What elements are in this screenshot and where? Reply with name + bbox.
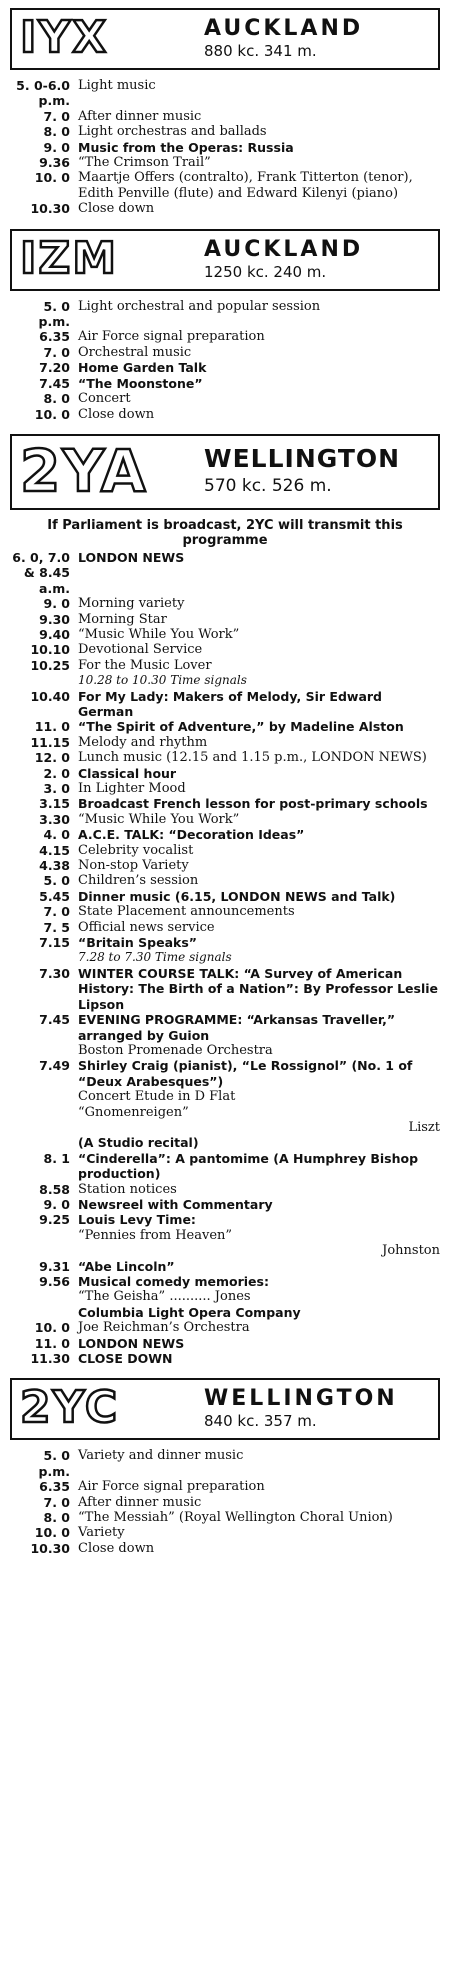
programme-time: 4.15: [39, 842, 70, 858]
programme-row: [10, 124, 440, 139]
programme-time: [10, 1243, 78, 1258]
programme-row: [10, 1151, 440, 1182]
programme-row: [10, 966, 440, 1012]
programme-row: [10, 201, 440, 216]
programme-title: Non-stop Variety: [78, 858, 189, 874]
programme-row: [10, 781, 440, 796]
programme-title: Morning variety: [78, 596, 185, 612]
programme-time: 7.45: [39, 1012, 70, 1028]
programme-time: [10, 1289, 78, 1304]
programme-title: Boston Promenade Orchestra: [78, 1042, 273, 1058]
programme-title: Shirley Craig (pianist), “Le Rossignol” (No. 1 of “Deux Arabesques”): [78, 1058, 413, 1089]
programme-time: [10, 950, 78, 965]
programme-title: Children’s session: [78, 873, 199, 889]
programme-row: [10, 360, 440, 375]
programme-row: [10, 673, 440, 688]
programme-title: Columbia Light Opera Company: [78, 1304, 301, 1320]
programme-list-izm: [10, 299, 440, 422]
programme-title: “Gnomenreigen”: [78, 1104, 189, 1120]
programme-time: 4.38: [39, 858, 70, 874]
programme-row: [10, 391, 440, 406]
programme-row: [10, 843, 440, 858]
programme-title: Close down: [78, 406, 155, 422]
programme-time: 5. 0: [43, 873, 70, 889]
programme-time: 10. 0: [34, 406, 70, 422]
programme-row: [10, 1105, 440, 1120]
programme-title: Orchestral music: [78, 344, 192, 360]
station-header-iyx: [10, 8, 440, 70]
programme-row: [10, 596, 440, 611]
programme-title: “Abe Lincoln”: [78, 1258, 175, 1274]
programme-time: 9.56: [39, 1274, 70, 1289]
programme-time: 10.25: [30, 657, 70, 673]
programme-row: [10, 78, 440, 109]
programme-row: [10, 329, 440, 344]
programme-title: Melody and rhythm: [78, 734, 208, 750]
programme-time: [10, 1135, 78, 1150]
programme-row: [10, 1135, 440, 1150]
programme-time: 6. 0, 7.0 & 8.45 a.m.: [12, 549, 70, 596]
programme-row: [10, 345, 440, 360]
programme-title: CLOSE DOWN: [78, 1351, 173, 1367]
programme-time: [10, 1089, 78, 1104]
station-header-2ya: [10, 434, 440, 510]
programme-time: 5. 0 p.m.: [38, 298, 70, 330]
programme-time: 6.35: [39, 1479, 70, 1495]
programme-title: Dinner music (6.15, LONDON NEWS and Talk): [78, 888, 396, 904]
programme-time: 7. 5: [43, 919, 70, 935]
programme-time: 7.30: [39, 965, 70, 981]
programme-row: [10, 627, 440, 642]
programme-list-iyx: [10, 78, 440, 217]
programme-row: [10, 766, 440, 781]
programme-time: 9. 0: [43, 596, 70, 612]
programme-row: [10, 1289, 440, 1304]
programme-row: [10, 1351, 440, 1366]
programme-row: [10, 1120, 440, 1135]
programme-time: 10. 0: [34, 1320, 70, 1336]
programme-title: Musical comedy memories:: [78, 1274, 269, 1289]
programme-row: [10, 1305, 440, 1320]
programme-row: [10, 642, 440, 657]
programme-row: [10, 1212, 440, 1227]
programme-title: After dinner music: [78, 108, 202, 124]
programme-time: 10. 0: [34, 170, 70, 186]
programme-title: Liszt: [408, 1119, 440, 1135]
programme-row: [10, 1479, 440, 1494]
programme-time: 10.30: [30, 201, 70, 217]
station-call-sign: 2YA: [20, 436, 148, 505]
programme-row: [10, 376, 440, 391]
programme-row: [10, 889, 440, 904]
programme-row: [10, 812, 440, 827]
programme-time: 10.30: [30, 1540, 70, 1556]
programme-time: 9.36: [39, 155, 70, 171]
programme-time: 7.49: [39, 1058, 70, 1074]
programme-time: 10.40: [30, 688, 70, 704]
programme-title: Official news service: [78, 919, 215, 935]
programme-title: “Pennies from Heaven”: [78, 1227, 233, 1243]
programme-time: 7.45: [39, 375, 70, 391]
programme-time: 9.31: [39, 1258, 70, 1274]
programme-time: 10. 0: [34, 1525, 70, 1541]
programme-time: [10, 1228, 78, 1243]
programme-row: [10, 299, 440, 330]
programme-time: 7. 0: [43, 108, 70, 124]
programme-list-2yc: [10, 1448, 440, 1556]
programme-time: 5. 0 p.m.: [38, 1448, 70, 1479]
programme-row: [10, 1228, 440, 1243]
programme-title: Variety: [78, 1525, 125, 1541]
programme-list-2ya: [10, 550, 440, 1367]
programme-time: 12. 0: [34, 750, 70, 766]
programme-title: LONDON NEWS: [78, 1335, 185, 1351]
programme-title: 7.28 to 7.30 Time signals: [78, 950, 232, 965]
programme-row: [10, 935, 440, 950]
programme-title: After dinner music: [78, 1494, 202, 1510]
programme-title: Celebrity vocalist: [78, 842, 194, 858]
programme-row: [10, 1541, 440, 1556]
programme-title: Concert Etude in D Flat: [78, 1089, 236, 1105]
programme-time: 5. 0-6.0 p.m.: [16, 78, 70, 109]
station-frequency: 880 kc. 341 m.: [204, 42, 317, 60]
programme-title: Louis Levy Time:: [78, 1212, 196, 1228]
programme-row: [10, 658, 440, 673]
programme-title: (A Studio recital): [78, 1135, 199, 1151]
programme-title: Light music: [78, 78, 156, 93]
programme-time: 8. 1: [43, 1150, 70, 1166]
station-city: AUCKLAND: [204, 16, 364, 41]
programme-time: 7.20: [39, 360, 70, 376]
programme-time: 7. 0: [43, 904, 70, 920]
programme-title: For the Music Lover: [78, 657, 212, 673]
programme-title: Close down: [78, 1540, 155, 1556]
programme-time: 2. 0: [43, 765, 70, 781]
programme-title: Light orchestras and ballads: [78, 124, 267, 140]
programme-row: [10, 1058, 440, 1089]
programme-title: Air Force signal preparation: [78, 1479, 265, 1495]
programme-title: “Music While You Work”: [78, 811, 240, 827]
programme-row: [10, 550, 440, 596]
programme-time: 11. 0: [34, 719, 70, 735]
programme-title: 10.28 to 10.30 Time signals: [78, 673, 247, 688]
station-frequency: 1250 kc. 240 m.: [204, 262, 327, 281]
programme-title: “Britain Speaks”: [78, 935, 197, 951]
programme-time: 11.15: [30, 734, 70, 750]
programme-row: [10, 719, 440, 734]
programme-time: 8. 0: [43, 1510, 70, 1526]
programme-row: [10, 873, 440, 888]
programme-title: A.C.E. TALK: “Decoration Ideas”: [78, 827, 305, 843]
station-frequency: 840 kc. 357 m.: [204, 1412, 317, 1431]
programme-row: [10, 1259, 440, 1274]
programme-title: “Music While You Work”: [78, 626, 240, 642]
programme-row: [10, 1320, 440, 1335]
programme-row: [10, 1182, 440, 1197]
programme-title: Broadcast French lesson for post-primary schools: [78, 796, 428, 812]
station-frequency: 570 kc. 526 m.: [204, 475, 332, 496]
programme-row: [10, 1274, 440, 1289]
programme-row: [10, 109, 440, 124]
programme-time: 4. 0: [43, 827, 70, 843]
programme-time: [10, 1305, 78, 1320]
station-call-sign: IZM: [20, 232, 119, 284]
programme-row: [10, 1448, 440, 1479]
programme-title: Station notices: [78, 1181, 177, 1197]
programme-title: Light orchestral and popular session: [78, 298, 321, 314]
programme-row: [10, 1336, 440, 1351]
programme-row: [10, 1495, 440, 1510]
programme-title: For My Lady: Makers of Melody, Sir Edward German: [78, 688, 382, 719]
programme-time: 9.40: [39, 626, 70, 642]
programme-time: [10, 1105, 78, 1120]
programme-time: 11.30: [30, 1351, 70, 1367]
programme-title: Lunch music (12.15 and 1.15 p.m., LONDON NEWS): [78, 750, 427, 766]
programme-time: 7. 0: [43, 344, 70, 360]
programme-time: 6.35: [39, 329, 70, 345]
programme-row: [10, 170, 440, 201]
station-city: WELLINGTON: [204, 443, 401, 473]
programme-row: [10, 612, 440, 627]
station-call-sign: IYX: [20, 12, 109, 63]
programme-title: Morning Star: [78, 611, 167, 627]
station-header-izm: [10, 229, 440, 291]
station-header-2yc: [10, 1378, 440, 1440]
station-call-sign: 2YC: [20, 1382, 120, 1434]
parliament-note: If Parliament is broadcast, 2YC will transmit this programme: [47, 517, 403, 548]
programme-time: 5.45: [39, 888, 70, 904]
programme-title: Devotional Service: [78, 642, 203, 658]
programme-row: [10, 796, 440, 811]
programme-time: 7. 0: [43, 1494, 70, 1510]
programme-title: “The Moonstone”: [78, 375, 203, 391]
programme-title: State Placement announcements: [78, 904, 295, 920]
programme-title: Variety and dinner music: [78, 1448, 244, 1464]
programme-title: “The Crimson Trail”: [78, 155, 211, 171]
programme-time: [10, 1120, 78, 1135]
programme-row: [10, 735, 440, 750]
programme-time: 8. 0: [43, 124, 70, 140]
programme-title: Concert: [78, 391, 131, 407]
programme-title: In Lighter Mood: [78, 781, 186, 796]
programme-title: “The Messiah” (Royal Wellington Choral Union): [78, 1510, 393, 1526]
programme-row: [10, 1243, 440, 1258]
programme-title: Close down: [78, 201, 155, 217]
programme-row: [10, 1510, 440, 1525]
programme-time: 3. 0: [43, 781, 70, 796]
programme-time: 10.10: [30, 642, 70, 658]
programme-row: [10, 155, 440, 170]
programme-row: [10, 407, 440, 422]
programme-time: 3.30: [39, 811, 70, 827]
programme-time: 3.15: [39, 796, 70, 812]
programme-row: [10, 858, 440, 873]
programme-title: Joe Reichman’s Orchestra: [78, 1320, 250, 1336]
programme-time: 8. 0: [43, 391, 70, 407]
programme-row: [10, 140, 440, 155]
programme-title: Music from the Operas: Russia: [78, 139, 294, 155]
programme-row: [10, 920, 440, 935]
programme-row: [10, 750, 440, 765]
programme-title: Classical hour: [78, 765, 177, 781]
programme-time: 9.25: [39, 1212, 70, 1228]
programme-row: [10, 1525, 440, 1540]
programme-row: [10, 1197, 440, 1212]
programme-time: 7.15: [39, 935, 70, 951]
programme-time: [10, 673, 78, 688]
radio-programme-page: [10, 8, 440, 1556]
programme-title: Air Force signal preparation: [78, 329, 265, 345]
station-city: AUCKLAND: [204, 236, 364, 262]
programme-title: EVENING PROGRAMME: “Arkansas Traveller,” arranged by Guion: [78, 1012, 396, 1043]
programme-title: WINTER COURSE TALK: “A Survey of American History: The Birth of a Nation”: By Professor Leslie Lipson: [78, 965, 439, 1012]
programme-time: 8.58: [39, 1181, 70, 1197]
programme-time: 9.30: [39, 611, 70, 627]
programme-row: [10, 1012, 440, 1043]
programme-time: 11. 0: [34, 1335, 70, 1351]
programme-time: [10, 1043, 78, 1058]
programme-row: [10, 1089, 440, 1104]
programme-row: [10, 950, 440, 965]
programme-time: 9. 0: [43, 139, 70, 155]
programme-title: Johnston: [382, 1243, 440, 1259]
programme-row: [10, 689, 440, 720]
programme-title: Home Garden Talk: [78, 360, 207, 376]
programme-title: Maartje Offers (contralto), Frank Titterton (tenor), Edith Penville (flute) and Edward Kilenyi (piano): [78, 170, 413, 201]
programme-title: “The Spirit of Adventure,” by Madeline Alston: [78, 719, 404, 735]
programme-row: [10, 827, 440, 842]
programme-title: “The Geisha” .......... Jones: [78, 1289, 251, 1305]
station-city: WELLINGTON: [204, 1386, 398, 1412]
programme-row: [10, 1043, 440, 1058]
programme-row: [10, 904, 440, 919]
programme-title: “Cinderella”: A pantomime (A Humphrey Bishop production): [78, 1150, 419, 1182]
programme-title: LONDON NEWS: [78, 549, 185, 565]
programme-title: Newsreel with Commentary: [78, 1196, 273, 1212]
programme-time: 9. 0: [43, 1196, 70, 1212]
